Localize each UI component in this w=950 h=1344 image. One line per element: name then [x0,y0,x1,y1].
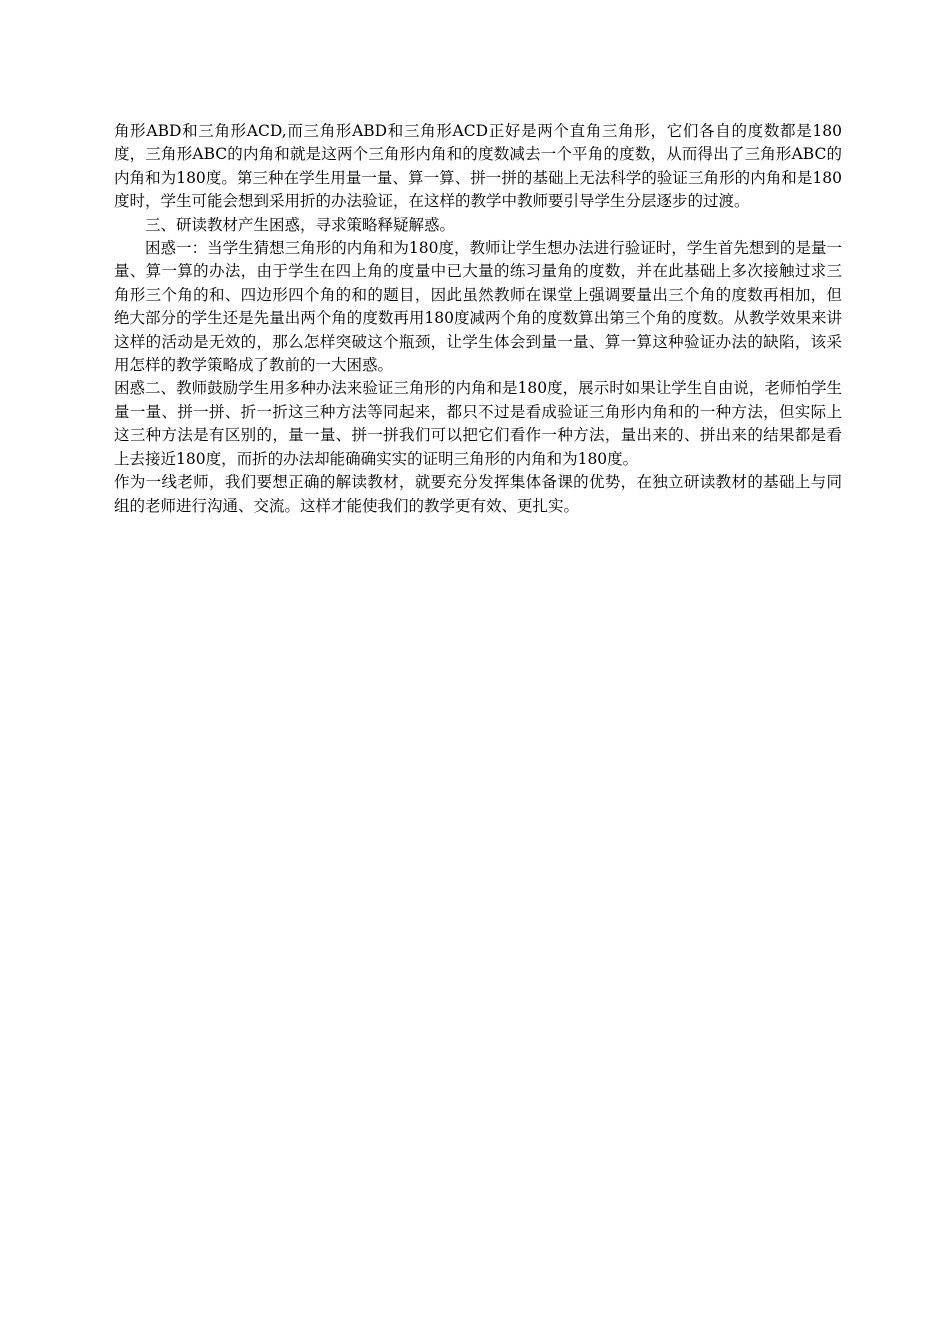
paragraph-confusion-one: 困惑一：当学生猜想三角形的内角和为180度，教师让学生想办法进行验证时，学生首先想到的是量一量、算一算的办法，由于学生在四上角的度量中已大量的练习量角的度数，并在此基础上多次接触过求三角形三个角的和、四边形四个角的和的题目，因此虽然教师在课堂上强调要量出三个角的度数再相加，但绝大部分的学生还是先量出两个角的度数再用180度减两个角的度数算出第三个角的度数。从教学效果来讲这样的活动是无效的，那么怎样突破这个瓶颈，让学生体会到量一量、算一算这种验证办法的缺陷，该采用怎样的教学策略成了教前的一大困惑。 [114,239,842,375]
paragraph-triangle-proof: 角形ABD和三角形ACD,而三角形ABD和三角形ACD正好是两个直角三角形，它们各自的度数都是180度，三角形ABC的内角和就是这两个三角形内角和的度数减去一个平角的度数，从而得出了三角形ABC的内角和为180度。第三种在学生用量一量、算一算、拼一拼的基础上无法科学的验证三角形的内角和是180度时，学生可能会想到采用折的办法验证，在这样的教学中教师要引导学生分层逐步的过渡。 [114,122,842,211]
section-heading-three: 三、研读教材产生困惑，寻求策略释疑解惑。 [145,215,456,234]
paragraph-conclusion: 作为一线老师，我们要想正确的解读教材，就要充分发挥集体备课的优势，在独立研读教材的基础上与同组的老师进行沟通、交流。这样才能使我们的教学更有效、更扎实。 [114,473,842,515]
paragraph-confusion-two: 困惑二、教师鼓励学生用多种办法来验证三角形的内角和是180度，展示时如果让学生自由说，老师怕学生量一量、拼一拼、折一折这三种方法等同起来，都只不过是看成验证三角形内角和的一种方法，但实际上这三种方法是有区别的，量一量、拼一拼我们可以把它们看作一种方法，量出来的、拼出来的结果都是看上去接近180度，而折的办法却能确确实实的证明三角形的内角和为180度。 [114,379,842,468]
document-body [114,120,842,518]
